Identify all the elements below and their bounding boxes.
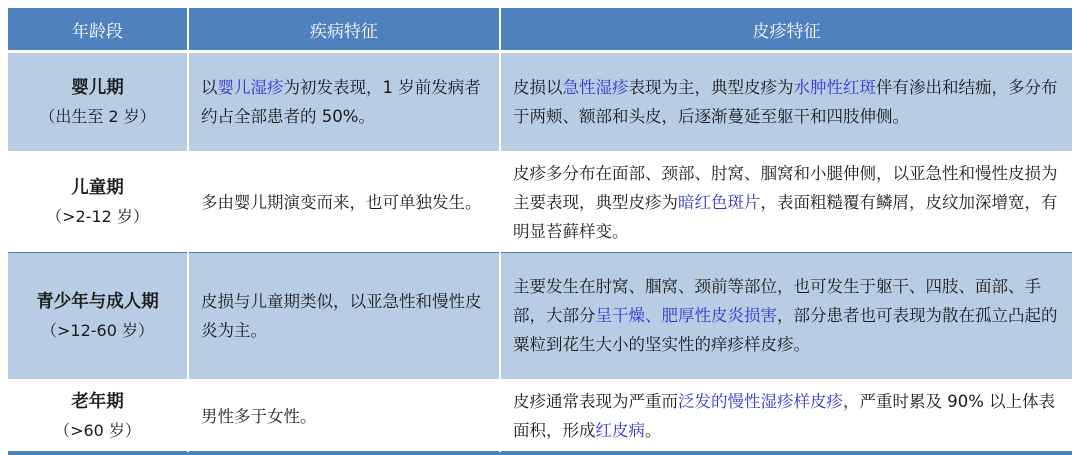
disease-cell bbox=[188, 380, 500, 452]
age-cell bbox=[8, 252, 188, 380]
age-cell bbox=[8, 152, 188, 253]
cell-text: ，严重时累及 90% 以上体表面积，形成 bbox=[513, 392, 1056, 440]
age-cell bbox=[8, 380, 188, 452]
skin-cell bbox=[500, 252, 1072, 380]
cell-text: 多由婴儿期演变而来，也可单独发生。 bbox=[201, 192, 482, 212]
age-range: （>2-12 岁） bbox=[46, 207, 149, 226]
highlight-term: 暗红色斑片 bbox=[678, 192, 761, 212]
cell-text: 为初发表现，1 岁前发病者约占全部患者的 50%。 bbox=[201, 77, 481, 126]
disease-cell bbox=[188, 52, 500, 152]
disease-cell bbox=[188, 252, 500, 380]
cell-text: 男性多于女性。 bbox=[201, 406, 317, 426]
age-range: （>60 岁） bbox=[54, 421, 141, 440]
highlight-term: 水肿性红斑 bbox=[793, 77, 876, 97]
age-name: 老年期 bbox=[71, 392, 124, 412]
cell-text: 以 bbox=[201, 77, 218, 97]
age-name: 儿童期 bbox=[71, 178, 124, 198]
skin-cell bbox=[500, 380, 1072, 452]
highlight-term: 呈干燥、肥厚性皮炎损害 bbox=[595, 306, 777, 326]
cell-text: 皮损以 bbox=[513, 77, 563, 97]
header-age: 年龄段 bbox=[8, 8, 188, 52]
disease-cell bbox=[188, 152, 500, 253]
cell-text: 伴有渗出和结痂，多分布于两颊、额部和头皮，后逐渐蔓延至躯干和四肢伸侧。 bbox=[513, 77, 1058, 126]
age-range: （>12-60 岁） bbox=[41, 320, 154, 340]
cell-text: 皮疹通常表现为严重而 bbox=[513, 392, 678, 411]
cell-text: ，表面粗糙覆有鳞屑，皮纹加深增宽，有明显苔藓样变。 bbox=[513, 192, 1058, 241]
cell-text: 表现为主，典型皮疹为 bbox=[628, 77, 794, 97]
cell-text: 皮损与儿童期类似，以亚急性和慢性皮炎为主。 bbox=[201, 291, 482, 340]
age-range: （出生至 2 岁） bbox=[39, 106, 156, 126]
cell-text: 皮疹多分布在面部、颈部、肘窝、腘窝和小腿伸侧，以亚急性和慢性皮损为主要表现，典型皮疹为 bbox=[513, 163, 1058, 212]
table-row bbox=[8, 152, 1072, 253]
cell-text: 主要发生在肘窝、腘窝、颈前等部位，也可发生于躯干、四肢、面部、手部，大部分 bbox=[513, 277, 1041, 326]
cell-text: ，部分患者也可表现为散在孤立凸起的粟粒到花生大小的坚实性的痒疹样皮疹。 bbox=[513, 306, 1058, 355]
highlight-term: 泛发的慢性湿疹样皮疹 bbox=[678, 392, 843, 411]
table-row bbox=[8, 380, 1072, 452]
cell-text: 。 bbox=[645, 421, 662, 440]
highlight-term: 红皮病 bbox=[595, 421, 645, 440]
age-name: 婴儿期 bbox=[71, 77, 124, 98]
skin-cell bbox=[500, 52, 1072, 152]
table-row bbox=[8, 252, 1072, 380]
highlight-term: 急性湿疹 bbox=[562, 77, 629, 97]
skin-cell bbox=[500, 152, 1072, 253]
header-skin: 皮疹特征 bbox=[500, 8, 1072, 52]
highlight-term: 婴儿湿疹 bbox=[217, 77, 284, 97]
table-header-row bbox=[8, 8, 1072, 52]
age-cell bbox=[8, 52, 188, 152]
table-row bbox=[8, 52, 1072, 152]
age-feature-table bbox=[8, 8, 1072, 452]
age-feature-table-container bbox=[8, 8, 1072, 455]
header-disease: 疾病特征 bbox=[188, 8, 500, 52]
age-name: 青少年与成人期 bbox=[36, 291, 159, 312]
